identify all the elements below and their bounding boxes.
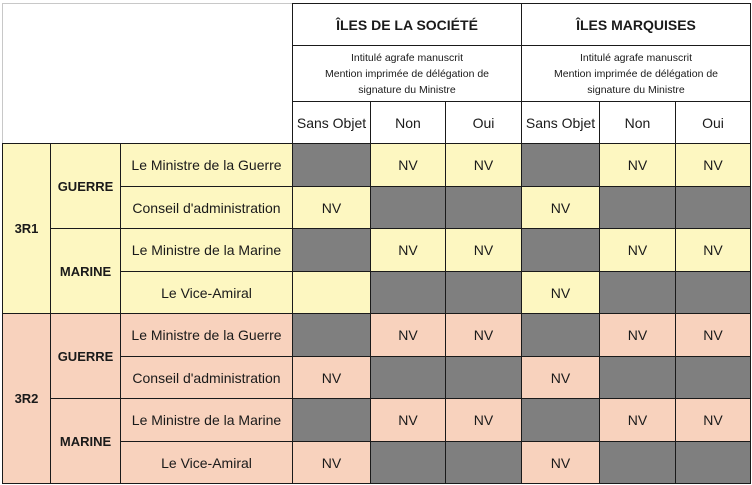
group-name: GUERRE [51,314,121,399]
value-cell [676,442,751,484]
subheader-marquises [522,46,751,102]
value-cell [446,187,522,229]
subheader-line-2: Mention imprimée de délégation de [324,67,490,80]
value-cell [676,187,751,229]
authority-label: Conseil d'administration [121,187,293,229]
section-code: 3R1 [3,144,51,314]
value-cell [522,229,600,272]
value-cell [371,187,446,229]
value-cell [371,357,446,399]
section-code: 3R2 [3,314,51,484]
value-cell [293,314,371,357]
header-iles-de-la-societe: ÎLES DE LA SOCIÉTÉ [293,4,522,46]
signature-matrix-table [2,3,751,484]
authority-label: Le Vice-Amiral [121,272,293,314]
group-name: MARINE [51,399,121,484]
value-cell [446,357,522,399]
value-cell [676,357,751,399]
value-cell: NV [446,229,522,272]
value-cell [293,144,371,187]
value-cell [600,187,676,229]
value-cell [371,272,446,314]
subheader-line-3: signature du Ministre [358,83,456,96]
value-cell [676,272,751,314]
value-cell: NV [371,314,446,357]
value-cell: NV [522,272,600,314]
value-cell: NV [522,442,600,484]
subheader-societe [293,46,522,102]
subheader-line-1: Intitulé agrafe manuscrit [579,51,693,64]
value-cell: NV [676,399,751,442]
authority-label: Le Ministre de la Marine [121,229,293,272]
authority-label: Le Ministre de la Guerre [121,144,293,187]
subheader-line-2: Mention imprimée de délégation de [553,67,719,80]
value-cell: NV [522,357,600,399]
value-cell: NV [600,144,676,187]
value-cell: NV [676,229,751,272]
group-name: GUERRE [51,144,121,229]
value-cell: NV [676,144,751,187]
col-header-oui: Oui [446,102,522,144]
value-cell: NV [676,314,751,357]
group-name: MARINE [51,229,121,314]
subheader-line-1: Intitulé agrafe manuscrit [350,51,464,64]
col-header-sans-objet: Sans Objet [522,102,600,144]
value-cell [293,272,371,314]
table-corner [3,4,293,144]
value-cell: NV [600,229,676,272]
value-cell [600,357,676,399]
value-cell [600,272,676,314]
col-header-non: Non [371,102,446,144]
authority-label: Le Vice-Amiral [121,442,293,484]
value-cell [522,399,600,442]
subheader-line-3: signature du Ministre [587,83,685,96]
value-cell: NV [600,399,676,442]
value-cell: NV [522,187,600,229]
header-iles-marquises: ÎLES MARQUISES [522,4,751,46]
value-cell [293,399,371,442]
authority-label: Conseil d'administration [121,357,293,399]
col-header-oui: Oui [676,102,751,144]
value-cell: NV [446,144,522,187]
value-cell [522,314,600,357]
value-cell: NV [293,357,371,399]
value-cell: NV [371,229,446,272]
col-header-sans-objet: Sans Objet [293,102,371,144]
value-cell: NV [446,399,522,442]
value-cell [600,442,676,484]
value-cell [371,442,446,484]
value-cell [522,144,600,187]
authority-label: Le Ministre de la Guerre [121,314,293,357]
col-header-non: Non [600,102,676,144]
value-cell [446,272,522,314]
value-cell [293,229,371,272]
value-cell: NV [371,144,446,187]
authority-label: Le Ministre de la Marine [121,399,293,442]
value-cell: NV [600,314,676,357]
value-cell [446,442,522,484]
value-cell: NV [293,442,371,484]
value-cell: NV [293,187,371,229]
value-cell: NV [446,314,522,357]
value-cell: NV [371,399,446,442]
